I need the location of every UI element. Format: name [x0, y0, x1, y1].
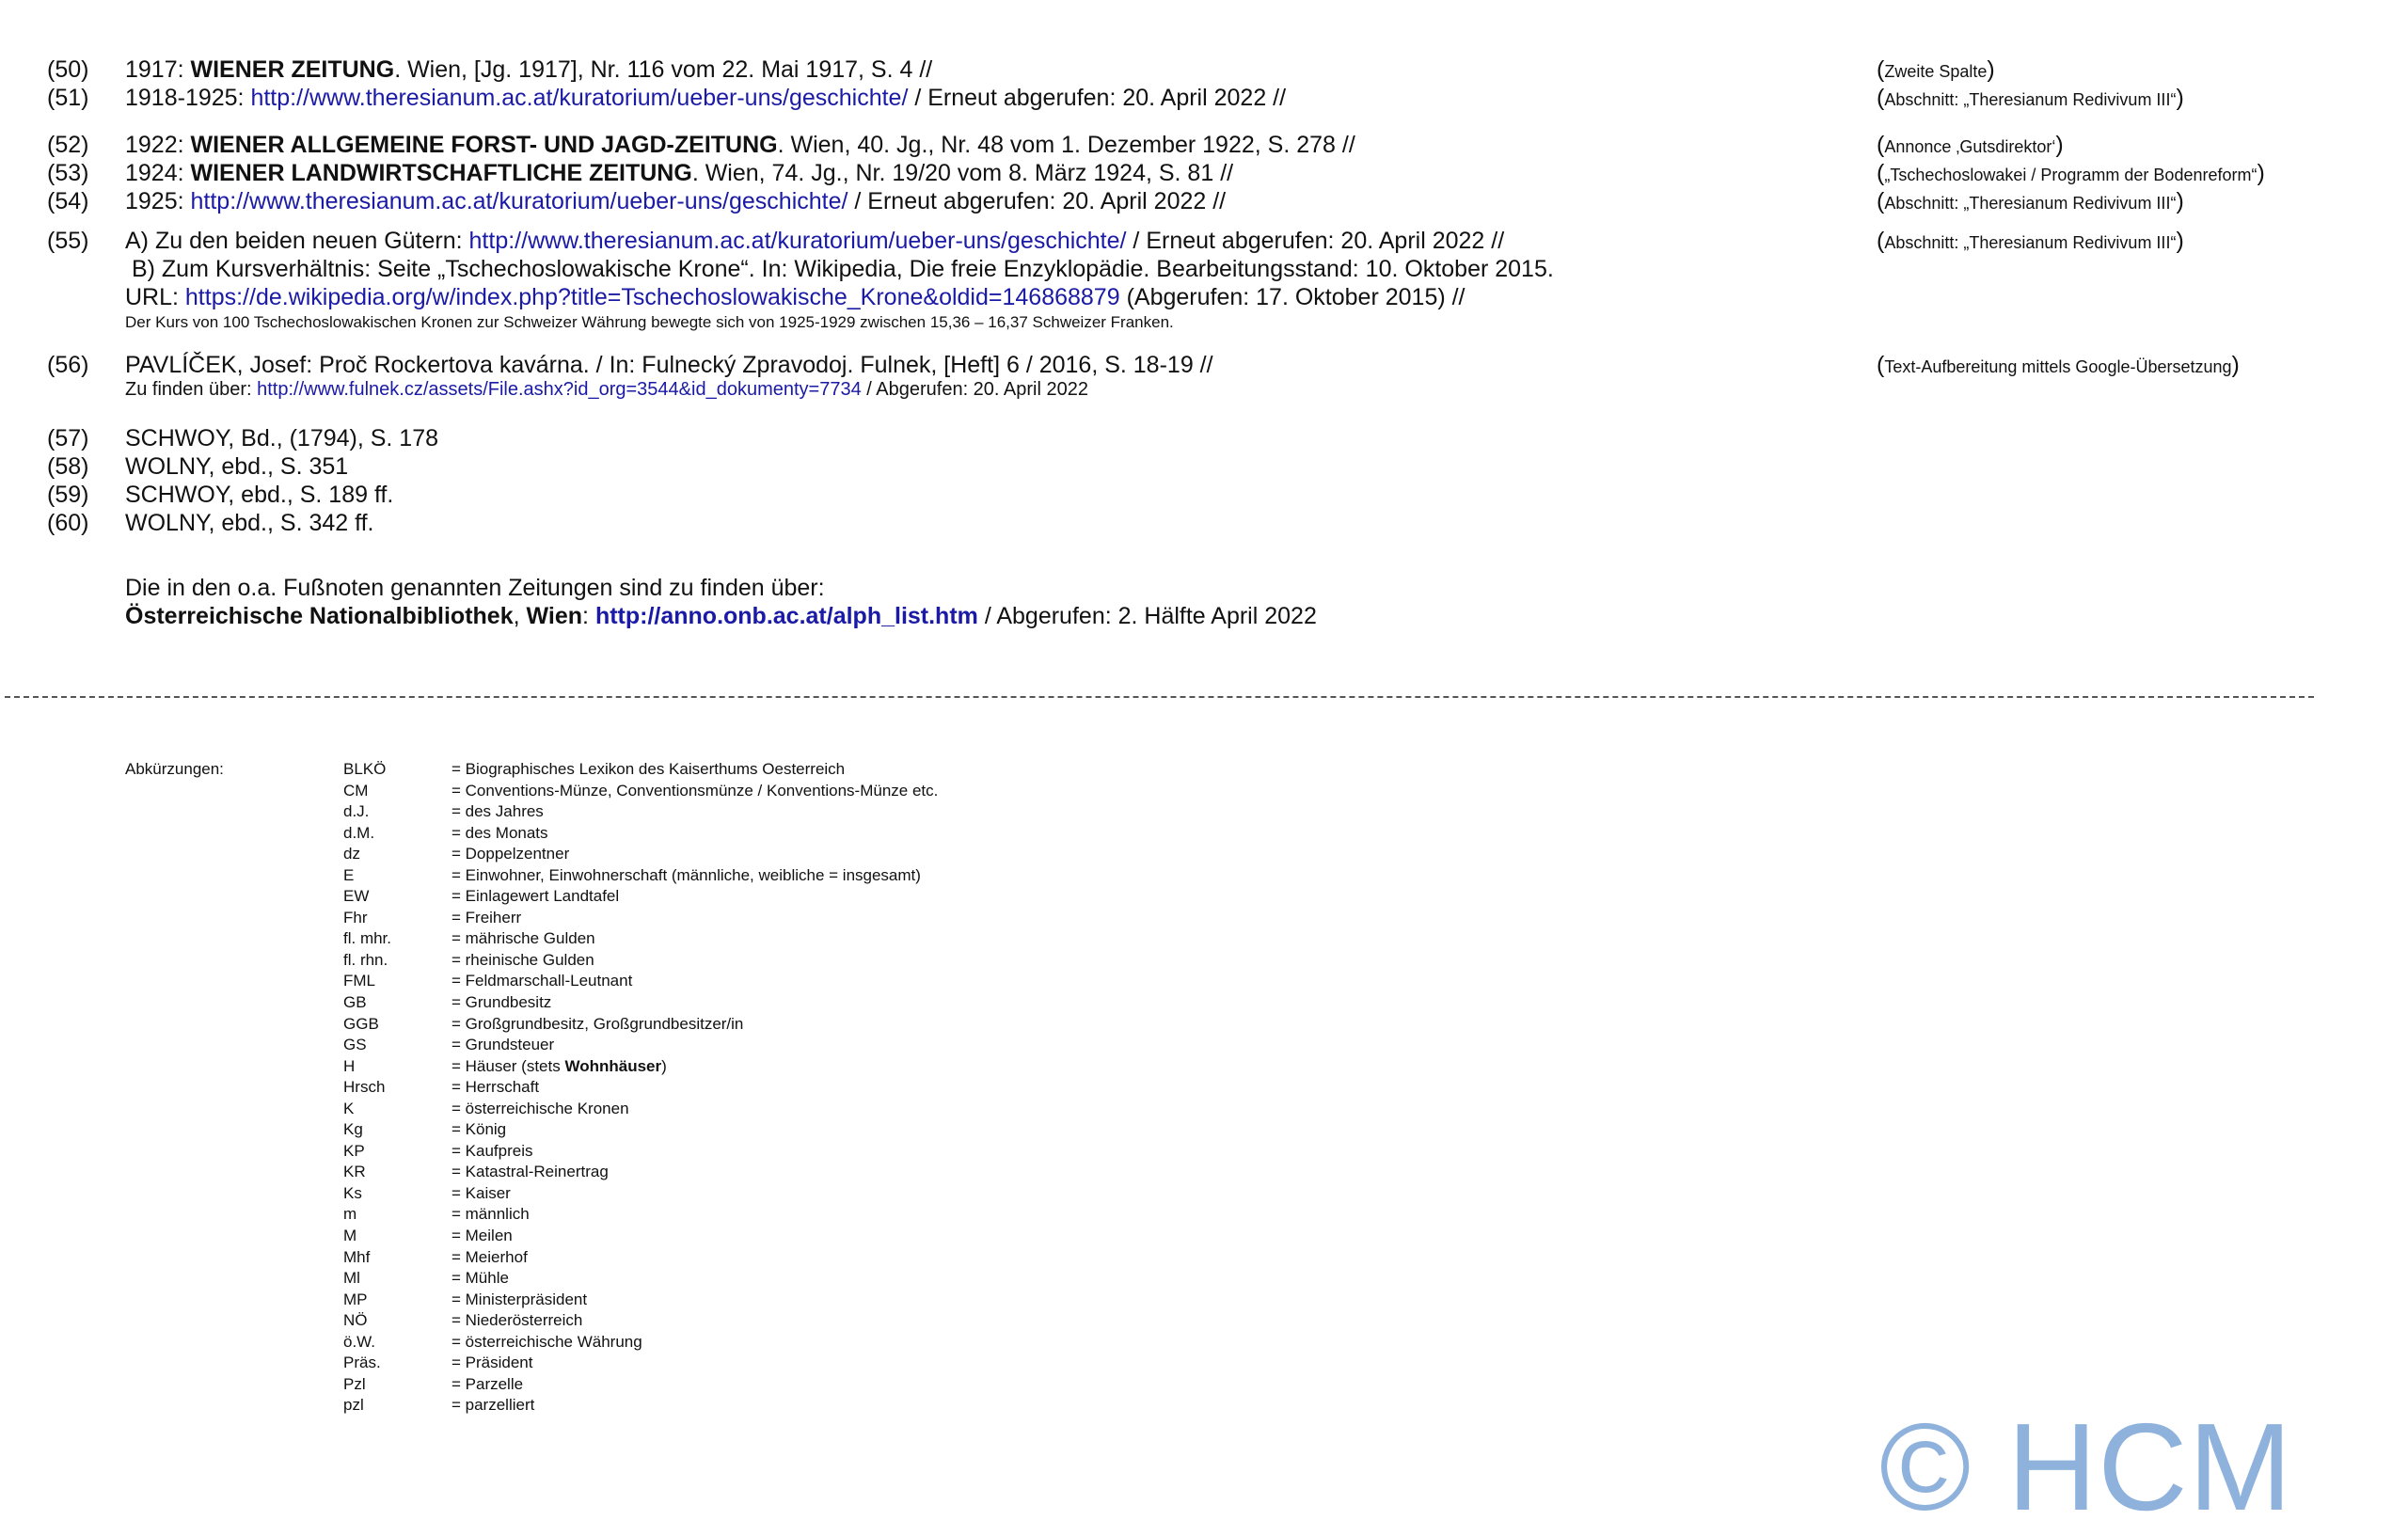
abbreviation-value	[452, 1056, 667, 1077]
abbreviation-value	[452, 1268, 509, 1289]
footnote-year: 1922:	[125, 132, 191, 158]
abbreviation-key: ö.W.	[343, 1332, 376, 1351]
abbreviation-value	[452, 1141, 532, 1162]
footnote-citation: / Abgerufen: 20. April 2022	[861, 379, 1088, 400]
abbreviation-value-text: = Mühle	[452, 1269, 509, 1288]
newspaper-title: WIENER LANDWIRTSCHAFTLICHE ZEITUNG	[190, 160, 692, 186]
abbreviation-value	[452, 759, 845, 780]
footnote-55-url-line	[125, 283, 1465, 311]
abbreviations-title: Abkürzungen:	[125, 760, 224, 778]
abbreviation-key: d.J.	[343, 802, 370, 821]
footnote-remark: („Tschechoslowakei / Programm der Bodenreform“)	[1877, 160, 2265, 186]
abbreviation-key: Mhf	[343, 1247, 371, 1266]
abbreviation-value	[452, 971, 632, 991]
footnote-remark-text: Abschnitt: „Theresianum Redivivum III“	[1884, 90, 2177, 109]
abbreviation-value-text: = des Monats	[452, 823, 548, 842]
footnote-number: (54)	[47, 188, 89, 214]
abbreviation-key: Hrsch	[343, 1078, 386, 1097]
abbreviation-key: KP	[343, 1141, 365, 1160]
footnote-number: (51)	[47, 85, 89, 111]
fulnek-link[interactable]: http://www.fulnek.cz/assets/File.ashx?id_org=3544&id_dokumenty=7734	[257, 379, 862, 400]
footnote-citation: . Wien, [Jg. 1917], Nr. 116 vom 22. Mai 1917, S. 4 //	[394, 56, 933, 83]
abbreviation-value-tail: )	[661, 1056, 667, 1075]
abbreviation-value	[452, 992, 551, 1013]
abbreviation-value-text: = österreichische Kronen	[452, 1099, 629, 1117]
abbreviation-key: dz	[343, 845, 360, 863]
abbreviation-value-text: = Conventions-Münze, Conventionsmünze / Konventions-Münze etc.	[452, 781, 939, 800]
abbreviation-key: Präs.	[343, 1354, 381, 1372]
abbreviation-value-text: = männlich	[452, 1205, 530, 1224]
abbreviation-value	[452, 1035, 554, 1055]
abbreviation-value-text: = Feldmarschall-Leutnant	[452, 972, 633, 990]
abbreviation-value	[452, 928, 595, 949]
abbreviation-value-text: = Katastral-Reinertrag	[452, 1163, 609, 1181]
footnote-text: PAVLÍČEK, Josef: Proč Rockertova kavárna. / In: Fulnecký Zpravodoj. Fulnek, [Heft] 6 / 2016, S. 18-19 //	[125, 352, 1213, 378]
footnote-text	[125, 131, 1355, 159]
footnote-number: (52)	[47, 132, 89, 158]
abbreviation-key: Ml	[343, 1269, 360, 1288]
separator: :	[582, 603, 595, 629]
abbreviation-key: M	[343, 1227, 357, 1245]
abbreviation-value	[452, 1204, 530, 1225]
footnote-year: 1924:	[125, 160, 191, 186]
footnote-text: WOLNY, ebd., S. 342 ff.	[125, 510, 374, 536]
footnote-number: (59)	[47, 482, 89, 508]
abbreviation-value	[452, 781, 938, 801]
abbreviation-key: m	[343, 1205, 357, 1224]
abbreviation-value-text: = Biographisches Lexikon des Kaiserthums Oesterreich	[452, 760, 846, 778]
abbreviation-value-text: = Einwohner, Einwohnerschaft (männliche, weibliche = insgesamt)	[452, 865, 921, 884]
abbreviation-key: CM	[343, 781, 369, 800]
abbreviation-value	[452, 1247, 528, 1268]
abbreviation-key: Ks	[343, 1183, 362, 1202]
abbreviation-key: GS	[343, 1036, 367, 1054]
footnote-lead: A) Zu den beiden neuen Gütern:	[125, 228, 469, 254]
abbreviation-value-bold: Wohnhäuser	[564, 1056, 662, 1075]
abbreviation-value-text: = mährische Gulden	[452, 929, 595, 948]
footnote-citation: . Wien, 40. Jg., Nr. 48 vom 1. Dezember 1922, S. 278 //	[777, 132, 1355, 158]
abbreviation-value	[452, 1119, 506, 1140]
abbreviation-value	[452, 1310, 582, 1331]
url-label: URL:	[125, 284, 185, 310]
abbreviation-value-text: = Grundsteuer	[452, 1036, 555, 1054]
footnote-number: (53)	[47, 160, 89, 186]
abbreviation-value	[452, 1099, 629, 1119]
abbreviation-value	[452, 865, 921, 886]
separator: ,	[513, 603, 527, 629]
retrieved-note: / Abgerufen: 2. Hälfte April 2022	[977, 603, 1317, 629]
newspaper-title: WIENER ALLGEMEINE FORST- UND JAGD-ZEITUNG	[190, 132, 778, 158]
footnote-text: SCHWOY, ebd., S. 189 ff.	[125, 482, 394, 508]
footnote-text: SCHWOY, Bd., (1794), S. 178	[125, 425, 439, 451]
abbreviation-value-text: = Ministerpräsident	[452, 1290, 588, 1308]
abbreviation-value-text: = Kaiser	[452, 1183, 511, 1202]
abbreviation-key: Kg	[343, 1120, 363, 1139]
footnote-remark-text: Annonce ‚Gutsdirektor‘	[1884, 137, 2056, 156]
abbreviation-value	[452, 823, 548, 844]
abbreviation-value	[452, 886, 619, 907]
abbreviation-key: K	[343, 1099, 355, 1117]
abbreviation-value-text: = des Jahres	[452, 802, 544, 821]
abbreviation-value-text: = rheinische Gulden	[452, 950, 594, 969]
footnote-number: (55)	[47, 228, 89, 254]
source-label: Zu finden über:	[125, 379, 258, 400]
footnote-number: (57)	[47, 425, 89, 451]
abbreviation-key: FML	[343, 972, 375, 990]
footnote-remark-text: Abschnitt: „Theresianum Redivivum III“	[1884, 233, 2177, 252]
abbreviation-value	[452, 950, 594, 971]
footnote-text	[125, 187, 1226, 215]
footnote-number: (56)	[47, 352, 89, 378]
abbreviation-value-text: = Präsident	[452, 1354, 533, 1372]
abbreviation-key: GGB	[343, 1014, 379, 1033]
footnote-link[interactable]: http://www.theresianum.ac.at/kuratorium/ueber-uns/geschichte/	[250, 85, 909, 111]
footnote-link[interactable]: http://www.theresianum.ac.at/kuratorium/ueber-uns/geschichte/	[468, 228, 1127, 254]
footnote-text	[125, 227, 1504, 255]
footnote-remark-text: „Tschechoslowakei / Programm der Bodenreform“	[1884, 166, 2258, 184]
abbreviation-value	[452, 801, 544, 822]
abbreviation-value-text: = Einlagewert Landtafel	[452, 887, 620, 906]
abbreviation-key: NÖ	[343, 1311, 368, 1330]
abbreviation-value	[452, 1183, 511, 1204]
abbreviation-value	[452, 1395, 534, 1416]
footnote-56-source	[125, 377, 1088, 402]
footnote-link[interactable]: http://www.theresianum.ac.at/kuratorium/ueber-uns/geschichte/	[190, 188, 848, 214]
abbreviation-value-text: = Freiherr	[452, 908, 522, 926]
abbreviation-value	[452, 1162, 609, 1182]
abbreviation-value-text: = Meierhof	[452, 1247, 528, 1266]
footnote-citation: / Erneut abgerufen: 20. April 2022 //	[908, 85, 1287, 111]
newspaper-title: WIENER ZEITUNG	[190, 56, 395, 83]
abbreviation-key: Fhr	[343, 908, 368, 926]
footnote-text	[125, 84, 1286, 112]
abbreviation-key: BLKÖ	[343, 760, 387, 778]
newspapers-intro: Die in den o.a. Fußnoten genannten Zeitungen sind zu finden über:	[125, 575, 825, 601]
abbreviation-value	[452, 1290, 587, 1310]
footnote-remark-text: Text-Aufbereitung mittels Google-Übersetzung	[1884, 357, 2232, 376]
footnote-citation: / Erneut abgerufen: 20. April 2022 //	[1126, 228, 1505, 254]
footnote-text	[125, 55, 932, 84]
abbreviation-value	[452, 908, 521, 928]
abbreviation-value-text: = österreichische Währung	[452, 1332, 642, 1351]
footnote-remark: (Abschnitt: „Theresianum Redivivum III“)	[1877, 228, 2184, 254]
footnote-year: 1918-1925:	[125, 85, 251, 111]
footnote-remark: (Text-Aufbereitung mittels Google-Übersetzung)	[1877, 352, 2240, 378]
footnote-remark: (Abschnitt: „Theresianum Redivivum III“)	[1877, 188, 2184, 214]
abbreviation-value-text: = Grundbesitz	[452, 993, 552, 1012]
abbreviation-value-text: = Meilen	[452, 1227, 513, 1245]
abbreviation-key: d.M.	[343, 823, 375, 842]
footnote-text	[125, 159, 1233, 187]
footnote-citation: . Wien, 74. Jg., Nr. 19/20 vom 8. März 1924, S. 81 //	[691, 160, 1234, 186]
footnote-remark: (Annonce ‚Gutsdirektor‘)	[1877, 132, 2064, 158]
abbreviation-key: fl. mhr.	[343, 929, 392, 948]
abbreviation-key: Pzl	[343, 1374, 366, 1393]
abbreviation-value-text: = König	[452, 1120, 507, 1139]
footnote-number: (50)	[47, 56, 89, 83]
abbreviation-key: H	[343, 1056, 356, 1075]
abbreviation-value-text: = Großgrundbesitz, Großgrundbesitzer/in	[452, 1014, 744, 1033]
footnote-55-line-b: B) Zum Kursverhältnis: Seite „Tschechoslowakische Krone“. In: Wikipedia, Die freie Enzyklopädie. Bearbeitungsstand: 10. Oktober 2015.	[125, 256, 1554, 282]
copyright-watermark: © HCM	[1879, 1398, 2293, 1536]
abbreviation-value-text: = Herrschaft	[452, 1078, 540, 1097]
footnote-remark-text: Zweite Spalte	[1884, 62, 1988, 81]
abbreviation-key: fl. rhn.	[343, 950, 388, 969]
library-city: Wien	[526, 603, 583, 629]
abbreviation-value-text: = Parzelle	[452, 1374, 524, 1393]
abbreviation-value-text: = Häuser (stets	[452, 1056, 565, 1075]
abbreviation-key: MP	[343, 1290, 368, 1308]
abbreviation-key: KR	[343, 1163, 366, 1181]
abbreviation-value-text: = Kaufpreis	[452, 1141, 533, 1160]
footnote-year: 1925:	[125, 188, 191, 214]
abbreviation-value	[452, 1226, 513, 1246]
abbreviation-key: GB	[343, 993, 367, 1012]
footnote-number: (58)	[47, 453, 89, 480]
footnote-55-small-note: Der Kurs von 100 Tschechoslowakischen Kronen zur Schweizer Währung bewegte sich von 1925-1929 zwischen 15,36 – 16,37 Schweizer Franken.	[125, 313, 1174, 331]
abbreviation-value-text: = Niederösterreich	[452, 1311, 583, 1330]
abbreviation-key: pzl	[343, 1396, 364, 1415]
footnote-remark: (Zweite Spalte)	[1877, 56, 1995, 83]
newspapers-source	[125, 602, 1317, 630]
wikipedia-link[interactable]: https://de.wikipedia.org/w/index.php?title=Tschechoslowakische_Krone&oldid=146868879	[184, 284, 1120, 310]
abbreviation-value	[452, 1332, 642, 1353]
abbreviation-key: E	[343, 865, 355, 884]
footnote-remark-text: Abschnitt: „Theresianum Redivivum III“	[1884, 194, 2177, 213]
abbreviation-value	[452, 1077, 539, 1098]
anno-link[interactable]: http://anno.onb.ac.at/alph_list.htm	[594, 603, 978, 629]
footnote-remark: (Abschnitt: „Theresianum Redivivum III“)	[1877, 85, 2184, 111]
footnote-citation: / Erneut abgerufen: 20. April 2022 //	[848, 188, 1227, 214]
dashed-divider	[5, 696, 2314, 698]
abbreviation-value	[452, 1353, 532, 1373]
abbreviation-value	[452, 844, 569, 864]
library-name: Österreichische Nationalbibliothek	[125, 603, 514, 629]
abbreviation-value-text: = parzelliert	[452, 1396, 535, 1415]
footnote-number: (60)	[47, 510, 89, 536]
abbreviation-value	[452, 1014, 743, 1035]
abbreviation-value-text: = Doppelzentner	[452, 845, 570, 863]
footnote-year: 1917:	[125, 56, 191, 83]
footnote-citation: (Abgerufen: 17. Oktober 2015) //	[1119, 284, 1465, 310]
abbreviation-key: EW	[343, 887, 370, 906]
abbreviation-value	[452, 1374, 523, 1395]
footnote-text: WOLNY, ebd., S. 351	[125, 453, 349, 480]
